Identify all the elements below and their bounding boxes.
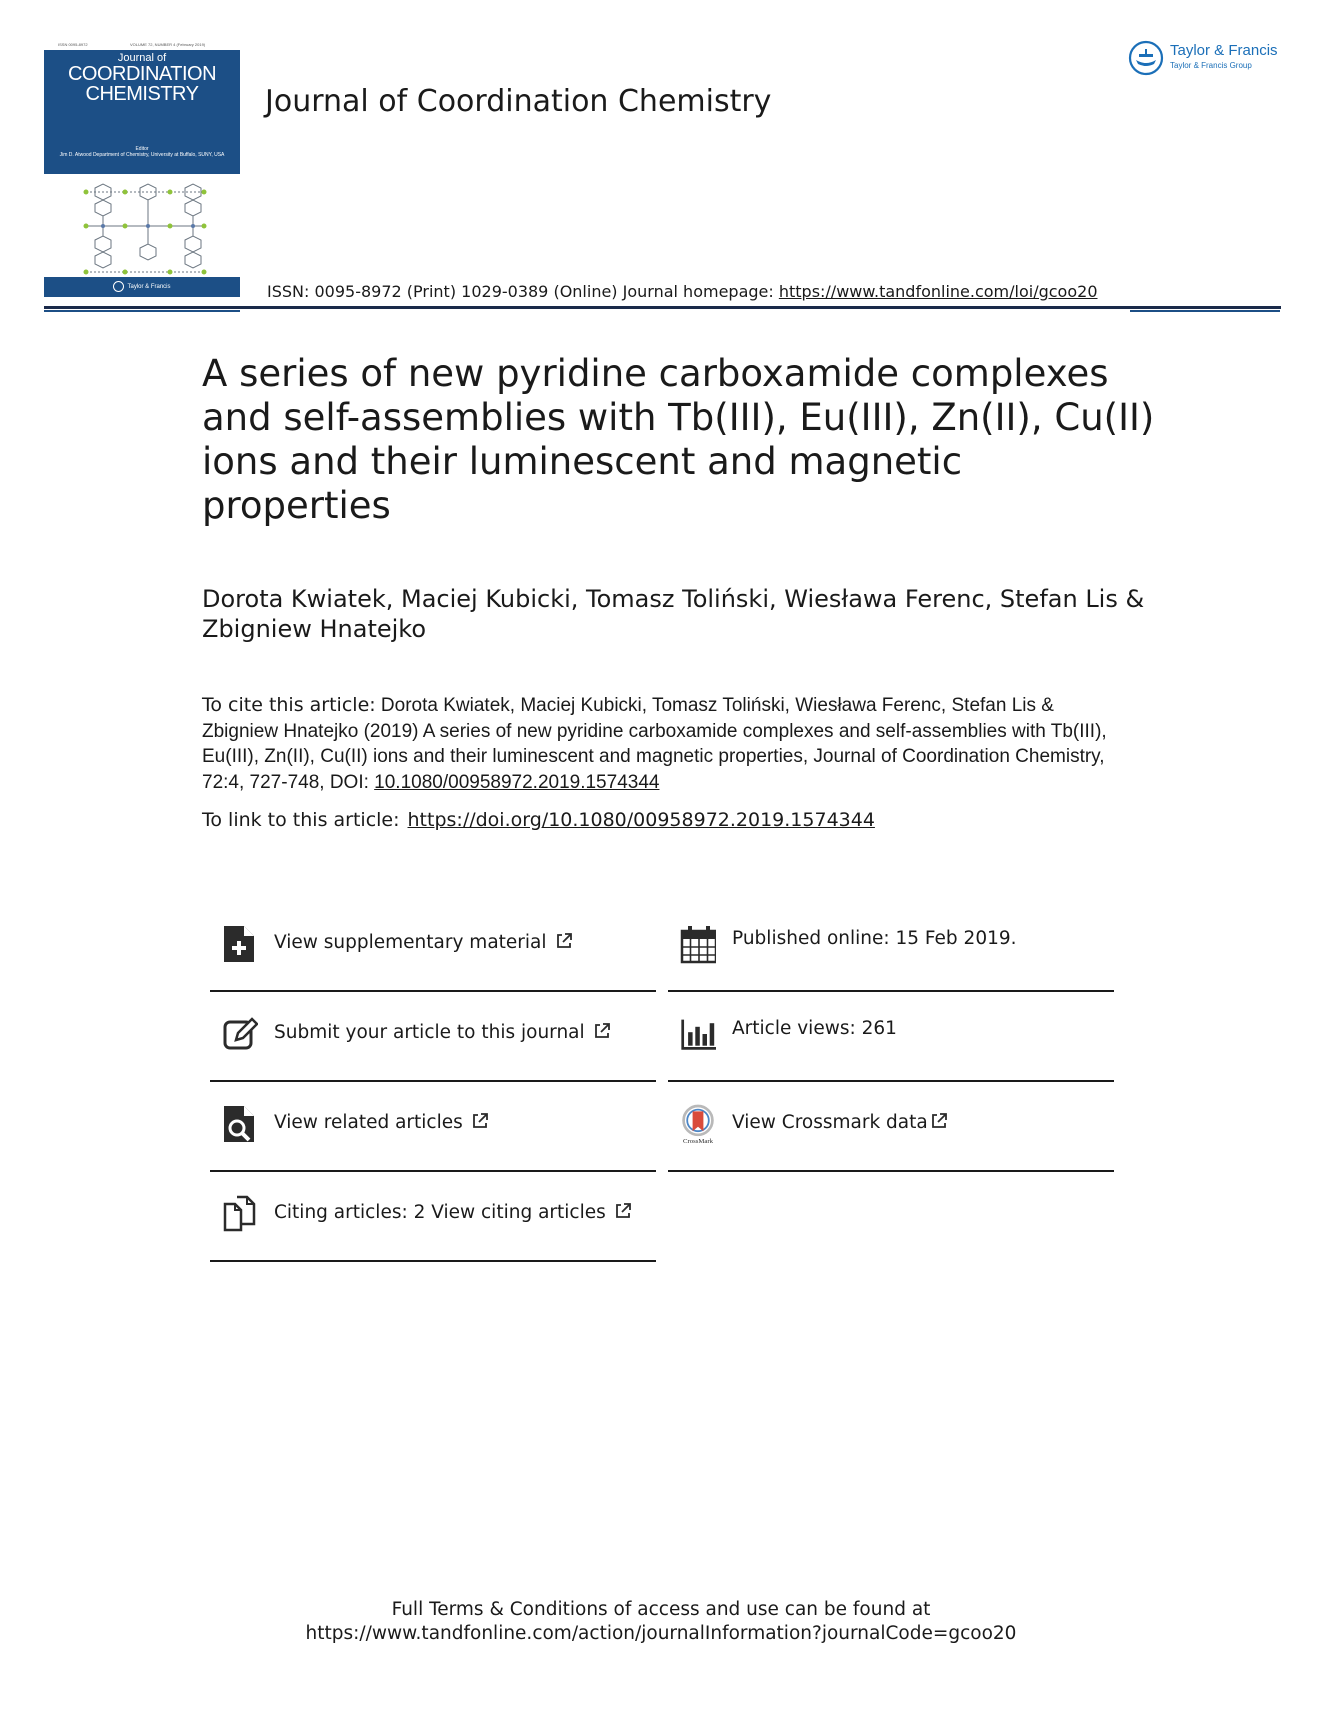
terms-footer-line1: Full Terms & Conditions of access and use can be found at xyxy=(391,1599,931,1620)
issn-text: ISSN: 0095-8972 (Print) 1029-0389 (Online) Journal homepage: xyxy=(267,282,779,301)
crossmark-label: View Crossmark data xyxy=(732,1112,928,1133)
submit-article-item[interactable] xyxy=(210,994,656,1082)
external-link-icon xyxy=(471,1112,489,1130)
cover-editor-block xyxy=(44,146,240,174)
article-link-label: To link to this article: xyxy=(202,809,400,831)
supplementary-material-item[interactable] xyxy=(210,904,656,992)
cover-top-strip xyxy=(44,42,240,50)
cover-publisher-name: Taylor & Francis xyxy=(127,284,171,290)
citation-label: To cite this article: xyxy=(202,694,376,716)
related-articles-label: View related articles xyxy=(274,1112,463,1133)
journal-homepage-link[interactable]: https://www.tandfonline.com/loi/gcoo20 xyxy=(778,282,1098,301)
related-articles-item[interactable] xyxy=(210,1084,656,1172)
article-authors: Dorota Kwiatek, Maciej Kubicki, Tomasz Toliński, Wiesława Ferenc, Stefan Lis & Zbigniew Hnatejko xyxy=(202,585,1145,643)
cover-journal-of: Journal of xyxy=(117,52,167,64)
publisher-logo-name: Taylor & Francis xyxy=(1170,42,1278,59)
external-link-icon xyxy=(593,1022,611,1040)
item-divider xyxy=(668,990,1114,992)
item-divider xyxy=(210,990,656,992)
file-plus-icon xyxy=(222,924,258,964)
supplementary-material-link[interactable] xyxy=(274,932,573,953)
publisher-logo[interactable] xyxy=(1128,38,1288,78)
cover-publisher-strip xyxy=(44,277,240,297)
crystal-structure-image xyxy=(80,180,210,280)
submit-article-label: Submit your article to this journal xyxy=(274,1022,585,1043)
external-link-icon xyxy=(930,1112,948,1130)
cover-publisher-logo-icon xyxy=(113,281,124,292)
cover-name-line2: CHEMISTRY xyxy=(85,83,199,105)
article-doi-url[interactable]: https://doi.org/10.1080/00958972.2019.1574344 xyxy=(407,809,875,831)
external-link-icon xyxy=(614,1202,632,1220)
cover-title-band xyxy=(44,50,240,146)
citation-text: Dorota Kwiatek, Maciej Kubicki, Tomasz Toliński, Wiesława Ferenc, Stefan Lis & Zbigniew Hnatejko (2019) A series of new pyridine carboxamide complexes and self-assemblies with Tb(III), Eu(III), Zn(II), Cu(II) ions and their luminescent and magnetic properties, Journal of Coordination Chemistry, 72:4, 727-748, DOI: xyxy=(202,695,1107,793)
item-divider xyxy=(210,1080,656,1082)
citation-doi-link[interactable]: 10.1080/00958972.2019.1574344 xyxy=(374,771,660,793)
crossmark-link[interactable] xyxy=(732,1112,948,1133)
cover-editor-label: Editor xyxy=(135,146,149,152)
submit-article-link[interactable] xyxy=(274,1022,611,1043)
crossmark-item[interactable] xyxy=(668,1084,1114,1172)
published-date: Published online: 15 Feb 2019. xyxy=(732,928,1017,949)
citing-articles-item[interactable] xyxy=(210,1174,656,1262)
item-divider xyxy=(210,1260,656,1262)
terms-footer xyxy=(0,1598,1322,1646)
publisher-logo-group: Taylor & Francis Group xyxy=(1170,61,1252,70)
crossmark-icon xyxy=(680,1104,716,1144)
citation-block xyxy=(202,693,1132,795)
edit-icon xyxy=(222,1014,258,1054)
header-divider xyxy=(44,306,1281,309)
copy-documents-icon xyxy=(222,1194,258,1234)
file-search-icon xyxy=(222,1104,258,1144)
journal-title: Journal of Coordination Chemistry xyxy=(265,84,772,119)
article-link-row xyxy=(202,809,875,831)
publisher-logo-icon xyxy=(1128,40,1164,76)
journal-cover xyxy=(44,42,240,297)
citing-articles-link[interactable] xyxy=(274,1202,632,1223)
article-views-item xyxy=(668,994,1114,1082)
article-views: Article views: 261 xyxy=(732,1018,897,1039)
published-date-item xyxy=(668,904,1114,992)
header-divider-accent-left xyxy=(44,310,240,312)
issn-line xyxy=(267,282,1098,301)
cover-volume: VOLUME 72, NUMBER 4 (February 2019) xyxy=(130,42,206,47)
calendar-icon xyxy=(680,924,716,964)
related-articles-link[interactable] xyxy=(274,1112,489,1133)
cover-issn: ISSN 0095-8972 xyxy=(58,42,88,47)
cover-name-line1: COORDINATION xyxy=(67,63,217,85)
supplementary-material-label: View supplementary material xyxy=(274,932,547,953)
article-title: A series of new pyridine carboxamide complexes and self-assemblies with Tb(III), Eu(III), Zn(II), Cu(II) ions and their luminescent and magnetic properties xyxy=(202,352,1155,527)
terms-footer-url[interactable]: https://www.tandfonline.com/action/journalInformation?journalCode=gcoo20 xyxy=(305,1623,1017,1644)
cover-editor-name: Jim D. Atwood Department of Chemistry, University at Buffalo, SUNY, USA xyxy=(59,152,225,158)
item-divider xyxy=(210,1170,656,1172)
header-divider-accent-right xyxy=(1130,310,1280,312)
crossmark-icon-label: CrossMark xyxy=(683,1137,713,1144)
item-divider xyxy=(668,1080,1114,1082)
bar-chart-icon xyxy=(680,1014,716,1054)
item-divider xyxy=(668,1170,1114,1172)
external-link-icon xyxy=(555,932,573,950)
citing-articles-label: Citing articles: 2 View citing articles xyxy=(274,1202,606,1223)
